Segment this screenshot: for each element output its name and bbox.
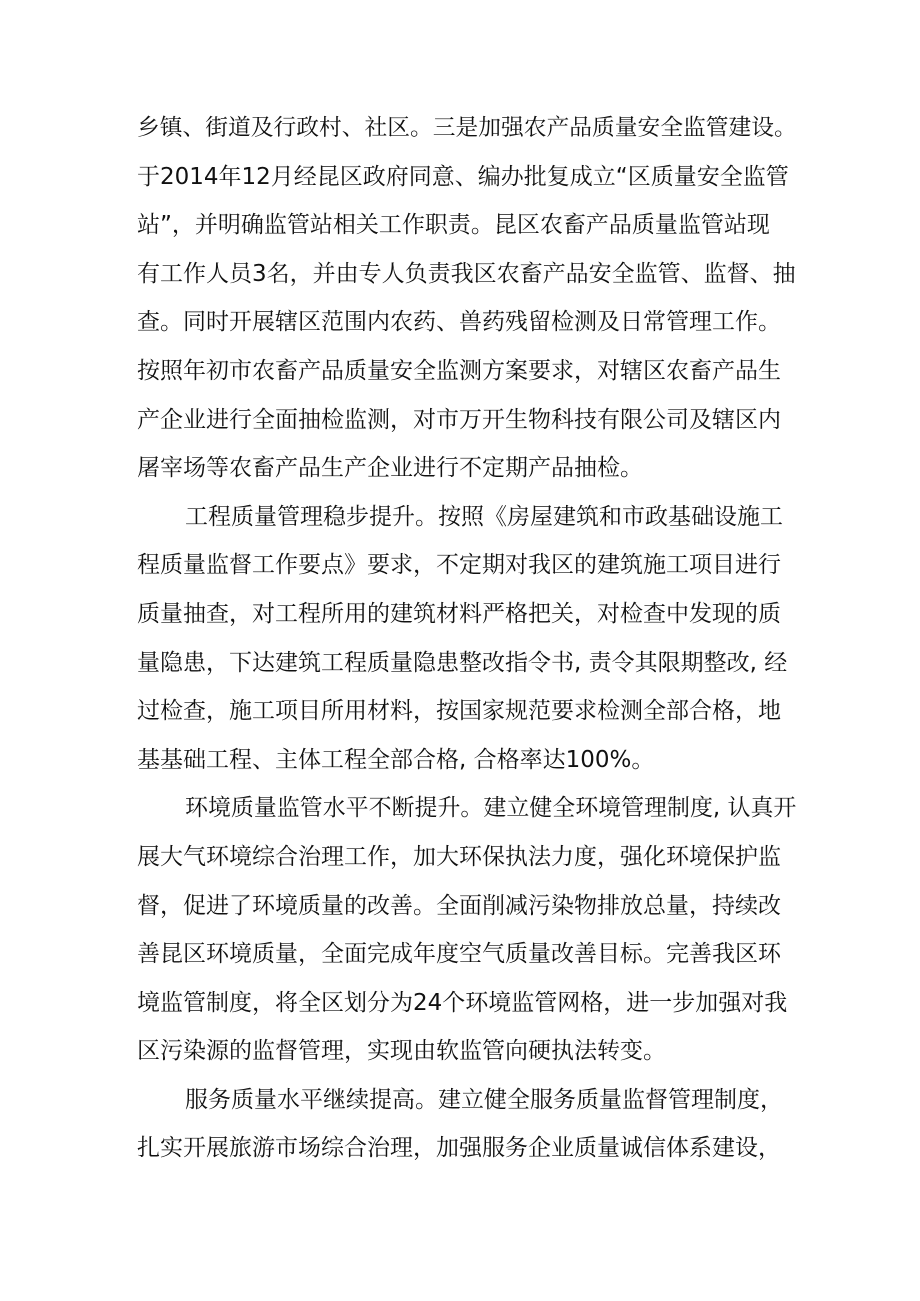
text-line: 查。同时开展辖区范围内农药、兽药残留检测及日常管理工作。 [137, 309, 781, 336]
text-line: 展大气环境综合治理工作，加大环保执法力度，强化环境保护监 [137, 843, 781, 870]
text-line: 环境质量监管水平不断提升。建立健全环境管理制度, 认真开 [185, 795, 797, 822]
text-line: 按照年初市农畜产品质量安全监测方案要求，对辖区农畜产品生 [137, 357, 781, 384]
text-line: 产企业进行全面抽检监测，对市万开生物科技有限公司及辖区内 [137, 406, 781, 433]
text-line: 有工作人员3名，并由专人负责我区农畜产品安全监管、监督、抽 [137, 260, 796, 287]
text-line: 善昆区环境质量，全面完成年度空气质量改善目标。完善我区环 [137, 941, 781, 968]
text-line: 于2014年12月经昆区政府同意、编办批复成立“区质量安全监管 [137, 163, 789, 190]
text-line: 屠宰场等农畜产品生产企业进行不定期产品抽检。 [137, 455, 643, 482]
text-line: 程质量监督工作要点》要求，不定期对我区的建筑施工项目进行 [137, 552, 781, 579]
text-line: 乡镇、街道及行政村、社区。三是加强农产品质量安全监管建设。 [137, 115, 797, 141]
text-line: 量隐患，下达建筑工程质量隐患整改指令书, 责令其限期整改, 经 [137, 649, 788, 676]
text-line: 区污染源的监督管理，实现由软监管向硬执法转变。 [137, 1038, 666, 1065]
text-line: 服务质量水平继续提高。建立健全服务质量监督管理制度， [185, 1086, 783, 1113]
text-line: 基基础工程、主体工程全部合格, 合格率达100%。 [137, 746, 655, 773]
text-line: 过检查，施工项目所用材料，按国家规范要求检测全部合格，地 [137, 698, 781, 725]
text-line: 工程质量管理稳步提升。按照《房屋建筑和市政基础设施工 [185, 503, 783, 530]
text-line: 站”，并明确监管站相关工作职责。昆区农畜产品质量监管站现 [137, 212, 770, 239]
text-line: 境监管制度，将全区划分为24个环境监管网格，进一步加强对我 [137, 989, 788, 1016]
text-line: 质量抽查，对工程所用的建筑材料严格把关，对检查中发现的质 [137, 600, 781, 627]
body-text [137, 104, 797, 1173]
text-line: 扎实开展旅游市场综合治理，加强服务企业质量诚信体系建设， [137, 1135, 781, 1162]
text-line: 督，促进了环境质量的改善。全面削减污染物排放总量，持续改 [137, 892, 781, 919]
